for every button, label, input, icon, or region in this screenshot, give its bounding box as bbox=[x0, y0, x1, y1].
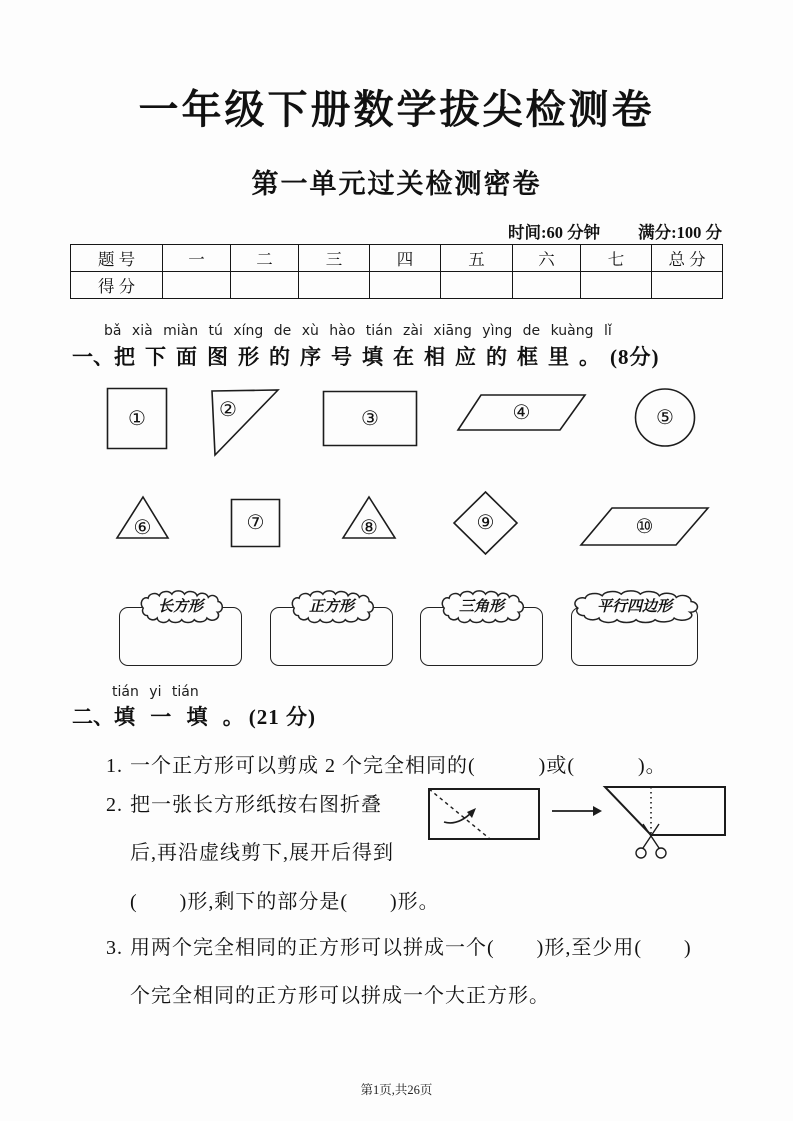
page-title: 一年级下册数学拔尖检测卷 bbox=[138, 88, 655, 132]
col-6: 六 bbox=[513, 245, 581, 272]
cloud-bubble bbox=[139, 590, 223, 623]
shape-5-number: ⑤ bbox=[656, 406, 674, 429]
question-number-label: 题 号 bbox=[71, 245, 163, 272]
category-box-parallelogram bbox=[571, 590, 698, 666]
category-box-rectangle bbox=[119, 590, 242, 666]
q2-number: 二、 bbox=[72, 705, 114, 729]
item-text: ( )形,剩下的部分是( )形。 bbox=[130, 891, 440, 913]
col-3: 三 bbox=[299, 245, 370, 272]
score-table-header-row bbox=[71, 245, 723, 272]
q2-item-2-line-2 bbox=[130, 836, 394, 865]
q1-number: 一、 bbox=[72, 345, 114, 369]
score-cell bbox=[441, 272, 513, 299]
shape-1-number: ① bbox=[128, 407, 146, 430]
item-number: 3. bbox=[106, 937, 123, 959]
score-cell bbox=[652, 272, 723, 299]
col-7: 七 bbox=[581, 245, 652, 272]
folded-figure-with-scissors bbox=[604, 786, 726, 866]
q2-item-3-line-1 bbox=[106, 931, 692, 960]
q1-text: 把下面图形的序号填在相应的框里。 bbox=[114, 345, 610, 369]
shape-7-square bbox=[230, 498, 281, 548]
exam-info bbox=[508, 219, 722, 243]
shape-2-number: ② bbox=[219, 399, 237, 421]
page-footer: 第1页,共26页 bbox=[360, 1083, 433, 1097]
score-cell bbox=[299, 272, 370, 299]
category-label: 三角形 bbox=[458, 599, 504, 615]
q1-points: (8分) bbox=[610, 345, 660, 369]
cloud-bubble bbox=[440, 590, 524, 623]
item-text: 后,再沿虚线剪下,展开后得到 bbox=[130, 842, 394, 864]
shape-4-parallelogram bbox=[456, 393, 587, 432]
shape-1-square bbox=[106, 387, 168, 450]
fold-arrowhead bbox=[467, 808, 476, 818]
score-table-score-row bbox=[71, 272, 723, 299]
category-box-triangle bbox=[420, 590, 543, 666]
cloud-bubble bbox=[290, 590, 374, 623]
item-number: 2. bbox=[106, 794, 123, 816]
shape-10-number: ⑩ bbox=[635, 515, 654, 538]
col-1: 一 bbox=[163, 245, 231, 272]
item-text: 把一张长方形纸按右图折叠 bbox=[130, 794, 382, 816]
col-2: 二 bbox=[231, 245, 299, 272]
score-cell bbox=[513, 272, 581, 299]
arrow-right-icon bbox=[552, 804, 602, 818]
score-cell bbox=[163, 272, 231, 299]
shape-10-parallelogram bbox=[579, 506, 710, 547]
shape-5-circle bbox=[634, 387, 696, 448]
col-total: 总 分 bbox=[652, 245, 723, 272]
q2-item-2-line-3 bbox=[130, 885, 440, 914]
cloud-bubble bbox=[571, 590, 698, 623]
shape-6-number: ⑥ bbox=[133, 517, 152, 539]
shape-8-number: ⑧ bbox=[360, 517, 378, 539]
shape-6-triangle bbox=[115, 495, 170, 540]
score-label: 得 分 bbox=[71, 272, 163, 299]
category-box-square bbox=[270, 590, 393, 666]
shape-9-diamond bbox=[452, 490, 519, 556]
item-text: 个完全相同的正方形可以拼成一个大正方形。 bbox=[130, 985, 550, 1007]
q1-heading bbox=[72, 341, 660, 371]
category-label: 正方形 bbox=[308, 599, 354, 615]
fold-figure-rectangle bbox=[428, 788, 540, 840]
shape-8-triangle bbox=[341, 495, 397, 540]
shape-3-number: ③ bbox=[361, 407, 379, 430]
item-text: 一个正方形可以剪成 2 个完全相同的( )或( )。 bbox=[130, 755, 667, 777]
col-5: 五 bbox=[441, 245, 513, 272]
shape-2-right-triangle bbox=[210, 388, 280, 457]
shape-4-number: ④ bbox=[512, 401, 531, 424]
section-title: 第一单元过关检测密卷 bbox=[251, 169, 542, 199]
item-text: 用两个完全相同的正方形可以拼成一个( )形,至少用( ) bbox=[130, 937, 692, 959]
q2-points: (21 分) bbox=[248, 705, 316, 729]
col-4: 四 bbox=[370, 245, 441, 272]
q1-pinyin: bǎ xià miàn tú xíng de xù hào tián zài xiāng yìng de kuàng lǐ bbox=[104, 323, 612, 339]
score-cell bbox=[231, 272, 299, 299]
full-score-label: 满分:100 分 bbox=[638, 223, 722, 242]
q2-text: 填 一 填 。 bbox=[114, 705, 249, 729]
q2-item-3-line-2 bbox=[130, 979, 550, 1008]
shape-9-number: ⑨ bbox=[476, 512, 495, 534]
q2-item-1 bbox=[106, 749, 667, 778]
q2-item-2-line-1 bbox=[106, 788, 382, 817]
item-number: 1. bbox=[106, 755, 123, 777]
q2-heading bbox=[72, 701, 316, 731]
category-label: 长方形 bbox=[157, 599, 203, 615]
score-cell bbox=[581, 272, 652, 299]
score-table bbox=[70, 244, 723, 299]
time-label: 时间:60 分钟 bbox=[508, 223, 601, 242]
shape-7-number: ⑦ bbox=[246, 512, 265, 534]
q2-pinyin: tián yi tián bbox=[112, 684, 199, 700]
score-cell bbox=[370, 272, 441, 299]
scissors-icon bbox=[636, 824, 666, 858]
shape-3-rectangle bbox=[322, 390, 418, 447]
category-label: 平行四边形 bbox=[596, 599, 672, 615]
